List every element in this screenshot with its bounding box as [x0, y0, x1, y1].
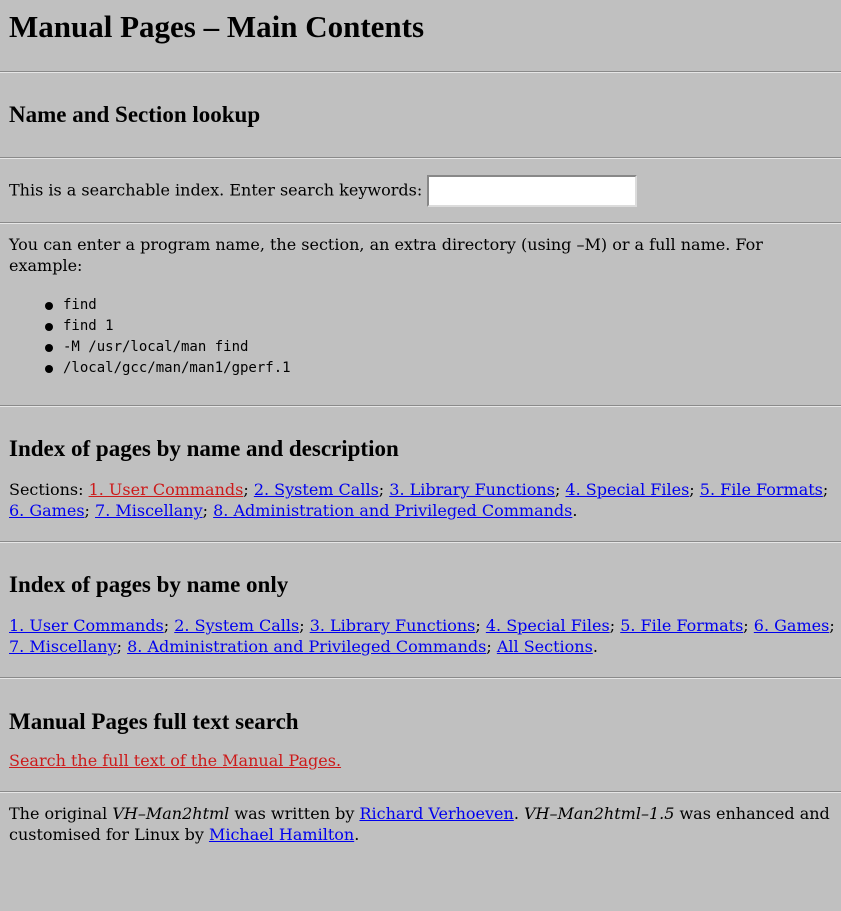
footer-text: . [354, 825, 360, 844]
examples-list [9, 295, 841, 379]
footer-credits [9, 803, 841, 845]
link-special-files[interactable]: 4. Special Files [565, 480, 690, 499]
link-user-commands[interactable]: 1. User Commands [9, 616, 164, 635]
page-title: Manual Pages – Main Contents [9, 9, 425, 44]
author-link-hamilton[interactable]: Michael Hamilton [208, 825, 355, 844]
fulltext-row [9, 750, 841, 771]
lookup-heading: Name and Section lookup [9, 102, 261, 127]
program-name: VH–Man2html [112, 804, 230, 823]
link-file-formats[interactable]: 5. File Formats [699, 480, 823, 499]
list-item: find [63, 295, 841, 316]
link-all-sections[interactable]: All Sections [496, 637, 593, 656]
program-version: VH–Man2html–1.5 [524, 804, 675, 823]
link-administration[interactable]: 8. Administration and Privileged Commands [213, 501, 573, 520]
link-special-files[interactable]: 4. Special Files [485, 616, 610, 635]
list-item: find 1 [63, 316, 841, 337]
link-administration[interactable]: 8. Administration and Privileged Commands [127, 637, 487, 656]
link-games[interactable]: 6. Games [753, 616, 830, 635]
index-desc-heading: Index of pages by name and description [9, 436, 399, 461]
footer-text: was enhanced and customised for Linux by [9, 804, 830, 844]
footer-text: The original [9, 804, 113, 823]
search-input[interactable] [427, 175, 637, 207]
link-system-calls[interactable]: 2. System Calls [174, 616, 300, 635]
list-item: -M /usr/local/man find [63, 337, 841, 358]
fulltext-search-link[interactable]: Search the full text of the Manual Pages. [9, 751, 342, 770]
footer-text: was written by [229, 804, 360, 823]
page [0, 10, 841, 845]
fulltext-heading: Manual Pages full text search [9, 709, 299, 734]
footer-text: . [513, 804, 524, 823]
list-item: /local/gcc/man/man1/gperf.1 [63, 358, 841, 379]
search-row [9, 175, 841, 207]
index-name-heading: Index of pages by name only [9, 572, 289, 597]
link-library-functions[interactable]: 3. Library Functions [309, 616, 476, 635]
search-prompt: This is a searchable index. Enter search keywords: [9, 180, 423, 200]
sections-desc-links: Sections: 1. User Commands; 2. System Calls; 3. Library Functions; 4. Special Files; 5. File Formats; 6. Games; 7. Miscellany; 8. Administration and Privileged Commands. [9, 480, 829, 520]
author-link-verhoeven[interactable]: Richard Verhoeven [359, 804, 514, 823]
link-system-calls[interactable]: 2. System Calls [253, 480, 379, 499]
lookup-hint: You can enter a program name, the section, an extra directory (using –M) or a full name. For example: [9, 235, 763, 275]
link-miscellany[interactable]: 7. Miscellany [9, 637, 117, 656]
sections-label: Sections: [9, 480, 84, 499]
link-file-formats[interactable]: 5. File Formats [620, 616, 744, 635]
link-user-commands[interactable]: 1. User Commands [88, 480, 244, 499]
link-games[interactable]: 6. Games [9, 501, 85, 520]
link-miscellany[interactable]: 7. Miscellany [95, 501, 203, 520]
sections-name-links: 1. User Commands; 2. System Calls; 3. Library Functions; 4. Special Files; 5. File Formats; 6. Games; 7. Miscellany; 8. Administration and Privileged Commands; All Sections. [9, 616, 835, 656]
link-library-functions[interactable]: 3. Library Functions [389, 480, 555, 499]
